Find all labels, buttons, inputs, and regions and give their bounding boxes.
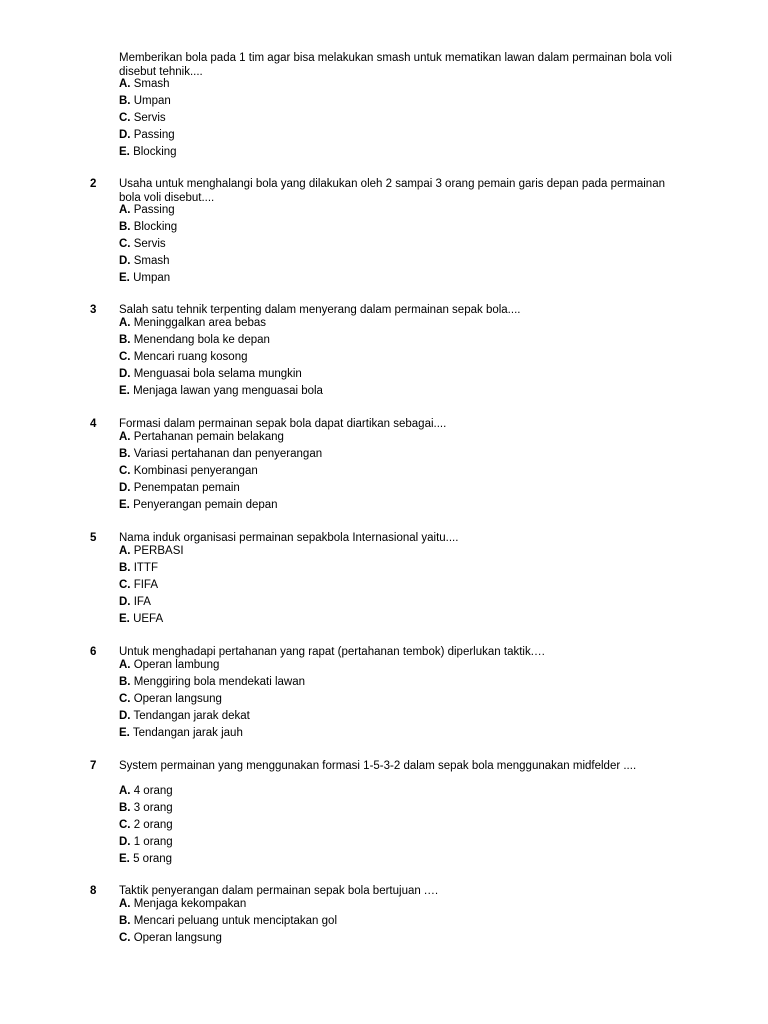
option-text: Tendangan jarak dekat <box>133 710 250 722</box>
option-c <box>119 236 177 253</box>
option-letter: E. <box>119 613 130 625</box>
option-text: Smash <box>133 78 170 90</box>
option-letter: A. <box>119 659 131 671</box>
question-number: 3 <box>90 304 97 316</box>
option-b <box>119 800 173 817</box>
option-letter: B. <box>119 676 131 688</box>
answer-options <box>119 76 177 161</box>
option-letter: D. <box>119 596 131 608</box>
option-text: Pertahanan pemain belakang <box>133 431 284 443</box>
option-letter: B. <box>119 221 131 233</box>
option-c <box>119 577 184 594</box>
option-d <box>119 834 173 851</box>
question-text: Taktik penyerangan dalam permainan sepak bola bertujuan .… <box>119 885 439 897</box>
option-text: Penempatan pemain <box>133 482 240 494</box>
option-a <box>119 896 337 913</box>
question-text: Memberikan bola pada 1 tim agar bisa melakukan smash untuk mematikan lawan dalam permainan bola voli disebut tehnik.... <box>119 52 672 78</box>
option-text: 2 orang <box>133 819 173 831</box>
option-text: Servis <box>133 238 166 250</box>
question-number: 4 <box>90 418 97 430</box>
option-text: Mencari ruang kosong <box>133 351 248 363</box>
option-text: 4 orang <box>133 785 173 797</box>
answer-options <box>119 202 177 287</box>
option-letter: D. <box>119 129 131 141</box>
option-letter: A. <box>119 431 131 443</box>
answer-options <box>119 657 305 742</box>
option-text: Menjaga lawan yang menguasai bola <box>133 385 323 397</box>
option-letter: A. <box>119 785 131 797</box>
question-text: Salah satu tehnik terpenting dalam menyerang dalam permainan sepak bola.... <box>119 304 521 316</box>
option-text: Variasi pertahanan dan penyerangan <box>133 448 323 460</box>
option-letter: C. <box>119 238 131 250</box>
option-b <box>119 674 305 691</box>
option-text: Umpan <box>133 272 171 284</box>
option-b <box>119 560 184 577</box>
option-c <box>119 110 177 127</box>
option-letter: D. <box>119 482 131 494</box>
option-a <box>119 315 323 332</box>
option-text: Menguasai bola selama mungkin <box>133 368 302 380</box>
option-a <box>119 543 184 560</box>
option-text: Operan langsung <box>133 693 222 705</box>
option-a <box>119 783 173 800</box>
option-letter: D. <box>119 255 131 267</box>
option-text: Passing <box>133 129 175 141</box>
option-letter: C. <box>119 819 131 831</box>
option-letter: C. <box>119 351 131 363</box>
option-text: Kombinasi penyerangan <box>133 465 258 477</box>
option-text: IFA <box>133 596 151 608</box>
option-text: Operan lambung <box>133 659 220 671</box>
question-text: Usaha untuk menghalangi bola yang dilakukan oleh 2 sampai 3 orang pemain garis depan pada permainan bola voli disebut.... <box>119 178 665 204</box>
option-letter: B. <box>119 802 131 814</box>
option-letter: E. <box>119 853 130 865</box>
option-text: ITTF <box>133 562 158 574</box>
option-letter: D. <box>119 710 131 722</box>
option-text: Mencari peluang untuk menciptakan gol <box>133 915 337 927</box>
option-text: Meninggalkan area bebas <box>133 317 267 329</box>
option-b <box>119 93 177 110</box>
option-letter: A. <box>119 78 131 90</box>
question-text: Formasi dalam permainan sepak bola dapat diartikan sebagai.... <box>119 418 447 430</box>
option-b <box>119 913 337 930</box>
option-text: 5 orang <box>133 853 173 865</box>
answer-options <box>119 429 322 514</box>
option-letter: B. <box>119 95 131 107</box>
question-text: Untuk menghadapi pertahanan yang rapat (pertahanan tembok) diperlukan taktik.… <box>119 646 546 658</box>
option-c <box>119 463 322 480</box>
option-e <box>119 270 177 287</box>
option-e <box>119 144 177 161</box>
option-a <box>119 202 177 219</box>
option-c <box>119 691 305 708</box>
option-d <box>119 480 322 497</box>
answer-options <box>119 896 337 947</box>
option-letter: C. <box>119 112 131 124</box>
option-letter: D. <box>119 368 131 380</box>
option-c <box>119 817 173 834</box>
option-text: FIFA <box>133 579 158 591</box>
option-text: Servis <box>133 112 166 124</box>
option-e <box>119 725 305 742</box>
option-b <box>119 332 323 349</box>
option-letter: A. <box>119 204 131 216</box>
option-text: Menendang bola ke depan <box>133 334 270 346</box>
option-letter: E. <box>119 727 130 739</box>
option-a <box>119 429 322 446</box>
option-letter: E. <box>119 499 130 511</box>
option-text: PERBASI <box>133 545 184 557</box>
option-text: Blocking <box>133 146 177 158</box>
answer-options <box>119 783 173 868</box>
option-letter: C. <box>119 932 131 944</box>
option-text: Passing <box>133 204 175 216</box>
option-text: Umpan <box>133 95 171 107</box>
answer-options <box>119 543 184 628</box>
option-letter: A. <box>119 545 131 557</box>
option-d <box>119 594 184 611</box>
option-letter: B. <box>119 562 131 574</box>
question-number: 2 <box>90 178 97 190</box>
question-number: 7 <box>90 760 97 772</box>
option-letter: D. <box>119 836 131 848</box>
question-number: 8 <box>90 885 97 897</box>
option-text: 1 orang <box>133 836 173 848</box>
option-letter: C. <box>119 693 131 705</box>
option-text: 3 orang <box>133 802 173 814</box>
option-c <box>119 930 337 947</box>
question-number: 5 <box>90 532 97 544</box>
option-a <box>119 76 177 93</box>
option-b <box>119 446 322 463</box>
question-text: System permainan yang menggunakan formasi 1-5-3-2 dalam sepak bola menggunakan midfelder .... <box>119 760 637 772</box>
option-d <box>119 708 305 725</box>
option-letter: C. <box>119 465 131 477</box>
option-e <box>119 497 322 514</box>
option-c <box>119 349 323 366</box>
option-text: Menjaga kekompakan <box>133 898 247 910</box>
option-e <box>119 611 184 628</box>
option-text: Menggiring bola mendekati lawan <box>133 676 306 688</box>
option-letter: E. <box>119 146 130 158</box>
option-letter: E. <box>119 385 130 397</box>
option-letter: B. <box>119 334 131 346</box>
option-text: UEFA <box>133 613 164 625</box>
option-d <box>119 253 177 270</box>
option-text: Operan langsung <box>133 932 222 944</box>
option-b <box>119 219 177 236</box>
option-text: Penyerangan pemain depan <box>133 499 278 511</box>
option-letter: A. <box>119 317 131 329</box>
option-e <box>119 851 173 868</box>
option-d <box>119 366 323 383</box>
option-letter: A. <box>119 898 131 910</box>
option-text: Smash <box>133 255 170 267</box>
option-d <box>119 127 177 144</box>
option-letter: E. <box>119 272 130 284</box>
answer-options <box>119 315 323 400</box>
question-text: Nama induk organisasi permainan sepakbola Internasional yaitu.... <box>119 532 459 544</box>
option-letter: C. <box>119 579 131 591</box>
option-text: Blocking <box>133 221 178 233</box>
question-number: 6 <box>90 646 97 658</box>
option-letter: B. <box>119 448 131 460</box>
option-e <box>119 383 323 400</box>
option-letter: B. <box>119 915 131 927</box>
option-text: Tendangan jarak jauh <box>132 727 243 739</box>
option-a <box>119 657 305 674</box>
